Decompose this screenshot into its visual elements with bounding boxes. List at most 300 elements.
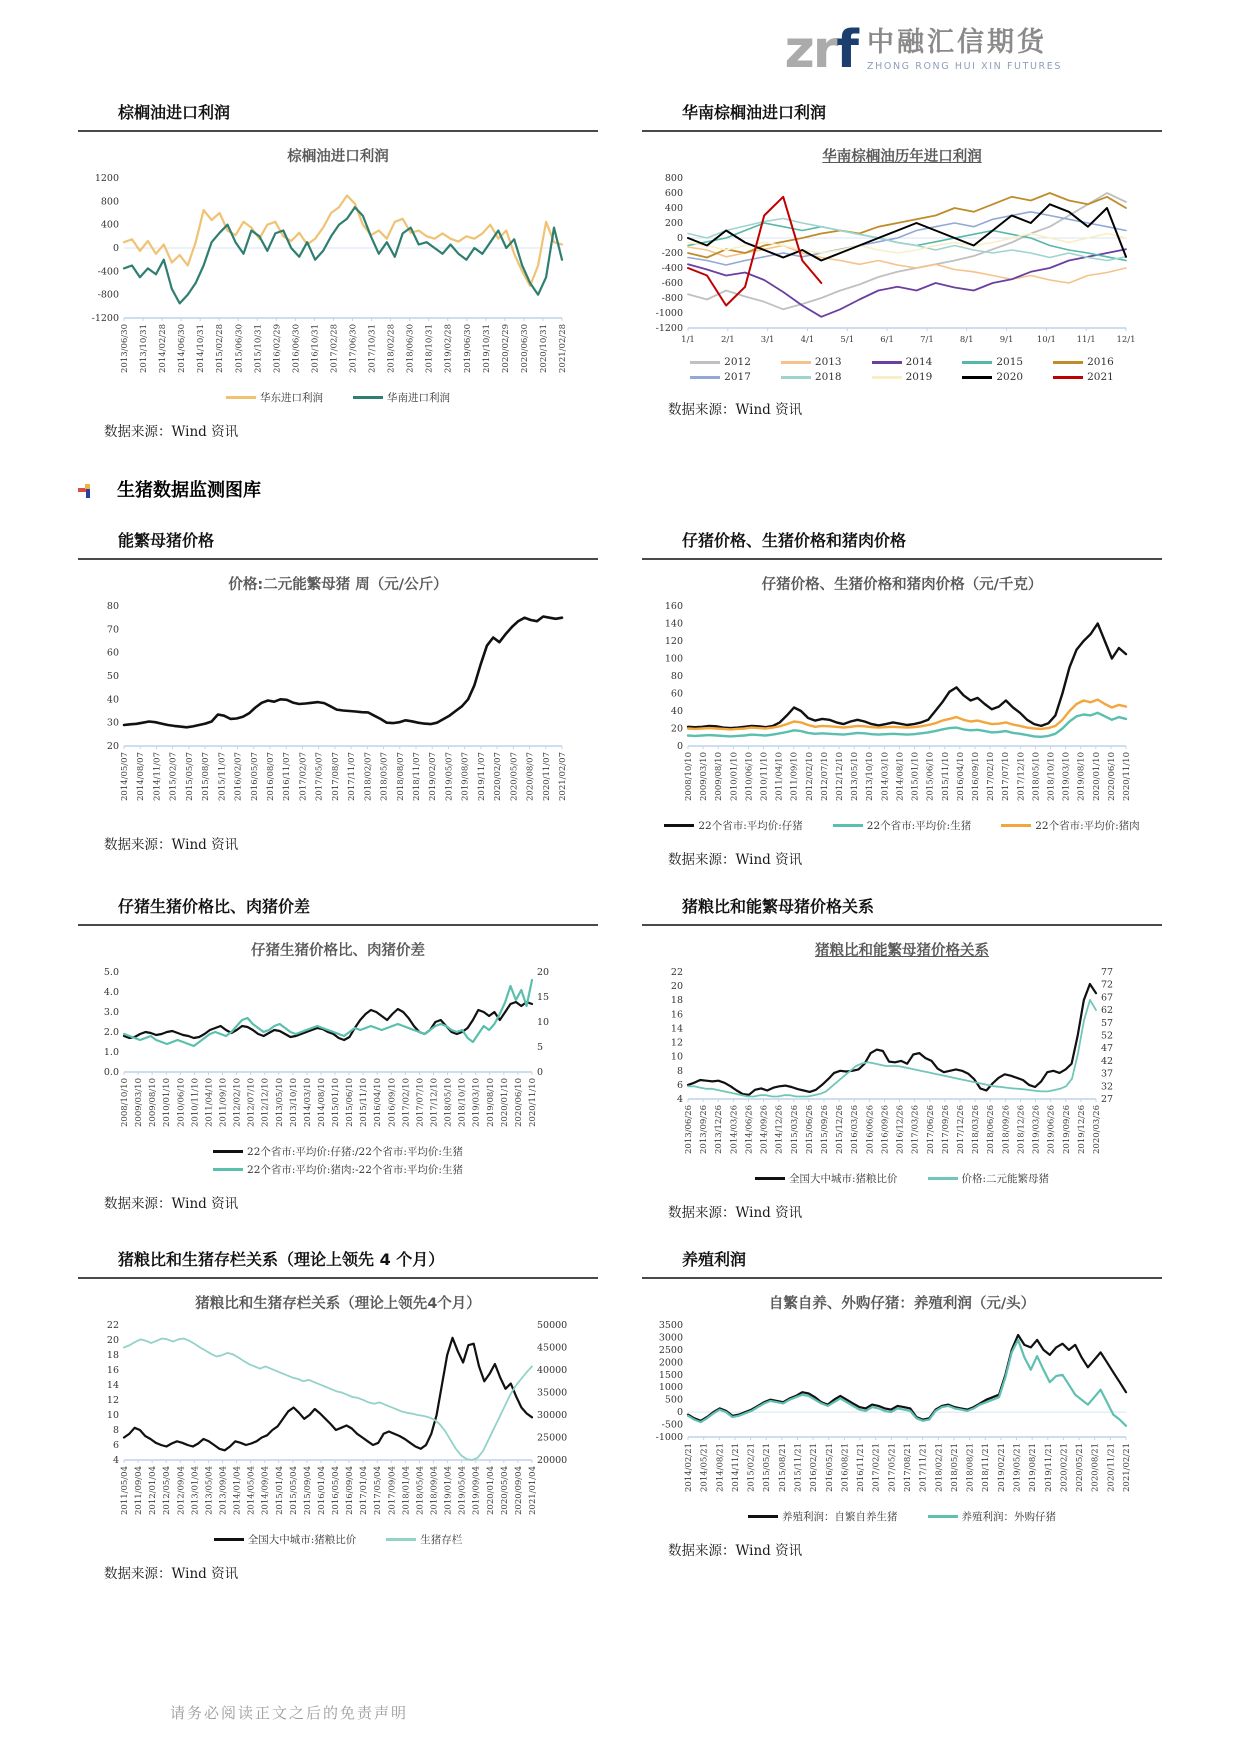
line-chart	[78, 596, 598, 816]
legend-label: 2017	[724, 371, 751, 383]
svg-text:0: 0	[537, 1067, 544, 1078]
svg-text:2018/05/04: 2018/05/04	[415, 1466, 426, 1515]
svg-text:2/1: 2/1	[720, 335, 735, 345]
line-chart-svg	[78, 962, 578, 1138]
svg-text:2017/05/07: 2017/05/07	[314, 752, 325, 801]
svg-text:2014/01/04: 2014/01/04	[232, 1466, 243, 1515]
svg-text:2014/11/07: 2014/11/07	[152, 752, 163, 801]
legend-label: 全国大中城市:猪粮比价	[788, 1173, 898, 1185]
svg-text:2015/06/30: 2015/06/30	[234, 324, 245, 373]
svg-text:2017/09/26: 2017/09/26	[940, 1105, 951, 1154]
legend-label: 2015	[996, 356, 1024, 368]
svg-text:2015/05/07: 2015/05/07	[184, 752, 195, 801]
company-name-en: ZHONG RONG HUI XIN FUTURES	[867, 61, 1062, 72]
svg-text:400: 400	[664, 203, 683, 214]
svg-text:1/1: 1/1	[681, 335, 695, 345]
svg-text:2018/11/07: 2018/11/07	[412, 752, 422, 801]
series-line	[124, 1339, 532, 1461]
legend-swatch	[748, 1515, 778, 1518]
logo-f-text: f	[836, 20, 858, 80]
svg-text:2016/10/31: 2016/10/31	[310, 324, 321, 373]
svg-text:2018/10/31: 2018/10/31	[424, 324, 435, 373]
svg-text:2500: 2500	[658, 1344, 683, 1356]
svg-text:2015/11/10: 2015/11/10	[940, 752, 951, 801]
chart-heading: 仔猪生猪价格比、肉猪价差	[78, 894, 598, 926]
svg-text:2016/09/10: 2016/09/10	[387, 1078, 398, 1127]
legend-swatch	[781, 376, 811, 379]
svg-text:2020/06/10: 2020/06/10	[513, 1078, 524, 1127]
legend-swatch	[962, 376, 992, 379]
legend-item	[690, 371, 751, 383]
svg-text:2014/05/07: 2014/05/07	[120, 752, 130, 801]
svg-text:2015/09/04: 2015/09/04	[302, 1466, 313, 1515]
svg-text:2018/02/28: 2018/02/28	[386, 324, 397, 373]
svg-text:1.0: 1.0	[103, 1047, 119, 1058]
svg-text:10/1: 10/1	[1036, 335, 1056, 345]
legend-label: 养殖利润：自繁自养生猪	[782, 1511, 898, 1523]
svg-text:2018/02/07: 2018/02/07	[363, 752, 374, 801]
svg-text:2019/09/04: 2019/09/04	[471, 1466, 482, 1515]
svg-text:0.0: 0.0	[103, 1067, 119, 1078]
svg-text:2020/11/10: 2020/11/10	[528, 1078, 538, 1127]
svg-text:2012/12/10: 2012/12/10	[835, 752, 845, 801]
data-source-label: 数据来源：Wind 资讯	[668, 1543, 803, 1559]
svg-text:2008/10/10: 2008/10/10	[684, 752, 694, 801]
svg-text:47: 47	[1101, 1043, 1114, 1055]
svg-text:2019/08/21: 2019/08/21	[1028, 1443, 1039, 1492]
svg-text:10: 10	[537, 1017, 550, 1028]
section-header-pig-gallery	[78, 476, 1162, 502]
svg-text:2016/09/10: 2016/09/10	[971, 752, 981, 801]
svg-text:2016/11/21: 2016/11/21	[856, 1443, 867, 1492]
chart-title: 棕榈油进口利润	[287, 149, 389, 165]
svg-text:70: 70	[106, 624, 119, 636]
legend-label: 22个省市:平均价:猪肉	[1035, 820, 1140, 832]
svg-text:2019/05/07: 2019/05/07	[444, 752, 455, 801]
svg-text:2011/05/04: 2011/05/04	[120, 1466, 130, 1515]
svg-text:2014/09/04: 2014/09/04	[260, 1466, 271, 1515]
series-line	[688, 624, 1126, 729]
svg-text:6: 6	[676, 1079, 683, 1091]
svg-text:2018/05/10: 2018/05/10	[443, 1078, 454, 1127]
svg-text:2015/01/10: 2015/01/10	[331, 1078, 341, 1127]
legend-row	[664, 818, 1139, 833]
svg-text:2014/03/26: 2014/03/26	[729, 1105, 740, 1154]
legend-item	[353, 390, 450, 405]
svg-text:2009/03/10: 2009/03/10	[134, 1078, 145, 1127]
svg-text:16: 16	[106, 1365, 119, 1376]
legend-row	[214, 1532, 463, 1547]
legend-item	[748, 1509, 898, 1524]
svg-text:37: 37	[1101, 1068, 1114, 1080]
legend-label: 全国大中城市:猪粮比价	[247, 1534, 357, 1546]
svg-text:2016/01/04: 2016/01/04	[317, 1466, 327, 1515]
svg-text:2016/11/07: 2016/11/07	[282, 752, 293, 801]
svg-text:6: 6	[112, 1440, 119, 1451]
svg-text:2020/03/26: 2020/03/26	[1092, 1105, 1102, 1154]
svg-text:2010/11/10: 2010/11/10	[190, 1078, 201, 1127]
line-chart	[78, 1315, 598, 1530]
svg-text:2017/11/21: 2017/11/21	[918, 1443, 929, 1492]
svg-text:40: 40	[670, 706, 683, 717]
svg-text:2020/05/07: 2020/05/07	[509, 752, 520, 801]
svg-text:20: 20	[670, 981, 683, 993]
svg-text:2015/11/21: 2015/11/21	[793, 1443, 804, 1492]
svg-text:2014/03/10: 2014/03/10	[302, 1078, 313, 1127]
svg-text:2019/01/04: 2019/01/04	[443, 1466, 454, 1515]
chart-row-1	[78, 100, 1162, 440]
svg-text:2012/07/10: 2012/07/10	[819, 752, 830, 801]
series-line	[124, 617, 562, 728]
legend-swatch	[872, 361, 902, 364]
svg-text:4: 4	[112, 1455, 119, 1466]
svg-text:2015/01/10: 2015/01/10	[910, 752, 921, 801]
svg-text:3500: 3500	[658, 1320, 683, 1331]
svg-text:20000: 20000	[537, 1455, 568, 1466]
svg-text:2015/02/21: 2015/02/21	[746, 1443, 757, 1492]
legend-label: 生猪存栏	[420, 1534, 463, 1546]
legend-item	[872, 356, 933, 368]
svg-text:2017/02/21: 2017/02/21	[871, 1443, 882, 1492]
svg-text:2019/12/26: 2019/12/26	[1076, 1105, 1087, 1154]
svg-text:2011/04/10: 2011/04/10	[774, 752, 785, 801]
svg-text:2015/05/21: 2015/05/21	[762, 1443, 773, 1492]
svg-text:9/1: 9/1	[999, 335, 1014, 345]
svg-text:0: 0	[676, 741, 683, 752]
chart-heading: 猪粮比和能繁母猪价格关系	[642, 894, 1162, 926]
svg-text:2016/05/07: 2016/05/07	[249, 752, 260, 801]
svg-text:2015/11/10: 2015/11/10	[359, 1078, 370, 1127]
svg-text:2020/01/10: 2020/01/10	[1091, 752, 1102, 801]
svg-text:20: 20	[670, 723, 683, 735]
legend-swatch	[213, 1168, 243, 1171]
series-line	[124, 207, 562, 303]
svg-text:2018/02/21: 2018/02/21	[934, 1443, 945, 1492]
svg-text:40: 40	[106, 694, 119, 706]
svg-text:2010/06/10: 2010/06/10	[744, 752, 755, 801]
svg-text:2019/02/28: 2019/02/28	[443, 324, 454, 373]
legend-label: 2021	[1087, 371, 1114, 383]
legend-swatch	[1001, 824, 1031, 827]
svg-text:2013/01/04: 2013/01/04	[190, 1466, 201, 1515]
legend-swatch	[781, 361, 811, 364]
chart-section-piglet-hog-pork-price	[642, 528, 1162, 868]
chart-row-3	[78, 894, 1162, 1221]
line-chart	[642, 596, 1162, 816]
svg-text:2011/09/10: 2011/09/10	[789, 752, 800, 801]
svg-text:-500: -500	[661, 1419, 683, 1431]
svg-text:2020/05/21: 2020/05/21	[1075, 1443, 1086, 1492]
svg-text:2016/08/21: 2016/08/21	[840, 1443, 851, 1492]
svg-text:62: 62	[1101, 1005, 1114, 1017]
legend-item	[226, 390, 323, 405]
chart-legend	[642, 818, 1162, 833]
svg-text:2017/05/21: 2017/05/21	[887, 1443, 898, 1492]
svg-text:2017/11/07: 2017/11/07	[347, 752, 358, 801]
svg-text:2020/08/21: 2020/08/21	[1090, 1443, 1101, 1492]
line-chart-svg	[78, 168, 578, 384]
svg-text:2016/02/29: 2016/02/29	[272, 324, 283, 373]
legend-item	[928, 1509, 1057, 1524]
svg-text:18: 18	[106, 1350, 119, 1361]
series-line	[688, 1000, 1096, 1097]
line-chart	[642, 168, 1162, 354]
svg-text:2020/02/07: 2020/02/07	[493, 752, 504, 801]
company-name-block	[867, 26, 1062, 72]
data-source-label: 数据来源：Wind 资讯	[104, 1566, 239, 1582]
svg-text:800: 800	[664, 173, 683, 184]
svg-text:2010/01/10: 2010/01/10	[162, 1078, 173, 1127]
svg-text:2019/02/07: 2019/02/07	[428, 752, 439, 801]
svg-text:2018/05/10: 2018/05/10	[1031, 752, 1042, 801]
svg-text:2016/09/04: 2016/09/04	[345, 1466, 356, 1515]
svg-text:2019/11/07: 2019/11/07	[476, 752, 487, 801]
svg-text:2018/10/10: 2018/10/10	[457, 1078, 468, 1127]
svg-text:2018/05/21: 2018/05/21	[949, 1443, 960, 1492]
svg-text:2013/05/04: 2013/05/04	[204, 1466, 215, 1515]
svg-text:2014/11/21: 2014/11/21	[730, 1443, 741, 1492]
legend-item	[690, 356, 751, 368]
svg-text:-1200: -1200	[655, 323, 683, 334]
svg-text:20: 20	[106, 741, 119, 752]
svg-text:2017/02/10: 2017/02/10	[401, 1078, 412, 1127]
svg-text:2021/02/07: 2021/02/07	[558, 752, 568, 801]
svg-text:2020/06/10: 2020/06/10	[1106, 752, 1117, 801]
svg-text:0: 0	[112, 243, 119, 254]
svg-text:2018/08/07: 2018/08/07	[395, 752, 406, 801]
legend-item	[213, 1144, 463, 1159]
chart-legend	[642, 1509, 1162, 1524]
chart-heading: 仔猪价格、生猪价格和猪肉价格	[642, 528, 1162, 560]
svg-text:30000: 30000	[537, 1410, 568, 1421]
legend-row	[755, 1171, 1049, 1186]
svg-text:2017/12/10: 2017/12/10	[1016, 752, 1027, 801]
svg-text:2014/09/26: 2014/09/26	[759, 1105, 770, 1154]
chart-section-palm-import-profit	[78, 100, 598, 440]
chart-legend	[78, 1532, 598, 1547]
chart-legend	[78, 1144, 598, 1177]
svg-text:2017/02/10: 2017/02/10	[986, 752, 997, 801]
svg-text:140: 140	[664, 618, 683, 630]
legend-row	[226, 390, 450, 405]
svg-text:-400: -400	[661, 263, 683, 274]
svg-text:2019/06/26: 2019/06/26	[1046, 1105, 1057, 1154]
svg-text:2014/06/26: 2014/06/26	[744, 1105, 755, 1154]
svg-text:22: 22	[670, 967, 683, 978]
svg-text:-800: -800	[97, 289, 119, 301]
legend-item	[755, 1171, 898, 1186]
series-line	[124, 1002, 532, 1040]
svg-text:7/1: 7/1	[920, 335, 934, 345]
svg-text:2013/10/10: 2013/10/10	[865, 752, 876, 801]
line-chart-svg	[642, 1315, 1142, 1503]
chart-heading: 华南棕榈油进口利润	[642, 100, 1162, 132]
svg-text:600: 600	[664, 188, 683, 199]
legend-item	[781, 356, 842, 368]
svg-text:12: 12	[670, 1037, 683, 1049]
svg-text:16: 16	[670, 1009, 683, 1021]
legend-label: 2012	[724, 356, 751, 368]
chart-legend	[78, 390, 598, 405]
svg-text:2020/11/10: 2020/11/10	[1122, 752, 1132, 801]
svg-text:2013/06/30: 2013/06/30	[120, 324, 130, 373]
legend-item	[962, 356, 1023, 368]
svg-text:2012/02/10: 2012/02/10	[232, 1078, 243, 1127]
legend-item	[214, 1532, 357, 1547]
svg-text:2015/09/26: 2015/09/26	[820, 1105, 830, 1154]
chart-section-south-palm-import-profit	[642, 100, 1162, 440]
svg-text:2013/05/10: 2013/05/10	[850, 752, 861, 801]
legend-item	[1053, 371, 1114, 383]
svg-text:2016/08/07: 2016/08/07	[266, 752, 276, 801]
svg-text:2014/08/21: 2014/08/21	[715, 1443, 726, 1492]
svg-text:1000: 1000	[658, 1382, 683, 1394]
footer-disclaimer: 请务必阅读正文之后的免责声明	[170, 1704, 409, 1722]
legend-swatch	[962, 361, 992, 364]
legend-swatch	[833, 824, 863, 827]
data-source-label: 数据来源：Wind 资讯	[104, 837, 239, 853]
legend-label: 2020	[996, 371, 1024, 383]
svg-text:800: 800	[100, 196, 119, 208]
chart-heading: 能繁母猪价格	[78, 528, 598, 560]
svg-text:2.0: 2.0	[103, 1027, 119, 1038]
svg-text:80: 80	[670, 671, 683, 682]
legend-label: 2019	[905, 371, 933, 383]
svg-text:8: 8	[676, 1065, 683, 1077]
svg-text:2013/10/31: 2013/10/31	[139, 324, 149, 373]
svg-text:2012/07/10: 2012/07/10	[246, 1078, 257, 1127]
svg-text:50000: 50000	[537, 1320, 568, 1331]
svg-text:8: 8	[112, 1425, 119, 1436]
chart-title: 仔猪价格、生猪价格和猪肉价格（元/千克）	[761, 577, 1043, 593]
svg-text:2018/10/10: 2018/10/10	[1046, 752, 1057, 801]
svg-text:2020/09/04: 2020/09/04	[513, 1466, 524, 1515]
svg-text:2018/06/26: 2018/06/26	[986, 1105, 997, 1154]
svg-text:5/1: 5/1	[840, 335, 855, 345]
svg-text:2011/09/04: 2011/09/04	[134, 1466, 145, 1515]
svg-text:2000: 2000	[658, 1357, 683, 1369]
svg-text:10: 10	[670, 1051, 683, 1063]
svg-text:2015/06/26: 2015/06/26	[804, 1105, 815, 1154]
svg-text:11/1: 11/1	[1076, 335, 1096, 345]
svg-text:2019/08/10: 2019/08/10	[1076, 752, 1087, 801]
svg-text:20: 20	[537, 967, 550, 978]
svg-text:15: 15	[537, 992, 550, 1003]
svg-text:20: 20	[106, 1335, 119, 1346]
chart-row-4	[78, 1247, 1162, 1582]
logo-zr-text: zr	[784, 20, 837, 80]
legend-item	[664, 818, 802, 833]
svg-text:2017/12/10: 2017/12/10	[429, 1078, 440, 1127]
svg-text:-600: -600	[661, 278, 683, 289]
svg-text:2017/06/26: 2017/06/26	[925, 1105, 936, 1154]
series-line	[688, 1340, 1126, 1426]
svg-text:57: 57	[1101, 1017, 1114, 1029]
header	[0, 0, 1240, 80]
legend-swatch	[1053, 361, 1083, 364]
svg-text:67: 67	[1101, 992, 1114, 1004]
svg-text:120: 120	[664, 636, 683, 647]
svg-text:50: 50	[106, 671, 119, 682]
line-chart-svg	[78, 1315, 578, 1526]
svg-text:6/1: 6/1	[880, 335, 894, 345]
svg-text:2015/12/26: 2015/12/26	[835, 1105, 846, 1154]
svg-text:2016/04/10: 2016/04/10	[955, 752, 966, 801]
svg-text:2019/08/07: 2019/08/07	[460, 752, 471, 801]
legend-swatch	[226, 396, 256, 399]
svg-text:4: 4	[676, 1094, 683, 1105]
svg-text:2019/09/26: 2019/09/26	[1061, 1105, 1072, 1154]
legend-item	[928, 1171, 1050, 1186]
line-chart	[642, 1315, 1162, 1507]
svg-text:22: 22	[106, 1320, 119, 1331]
svg-text:2009/08/10: 2009/08/10	[714, 752, 725, 801]
svg-text:2014/12/26: 2014/12/26	[774, 1105, 785, 1154]
legend-item	[213, 1162, 463, 1177]
chart-section-hog-grain-sow-relation	[642, 894, 1162, 1221]
svg-text:2017/01/04: 2017/01/04	[359, 1466, 370, 1515]
svg-text:2016/05/21: 2016/05/21	[824, 1443, 835, 1492]
series-line	[688, 984, 1096, 1095]
svg-text:2017/07/10: 2017/07/10	[1001, 752, 1012, 801]
svg-text:2019/02/21: 2019/02/21	[996, 1443, 1007, 1492]
svg-text:2019/05/21: 2019/05/21	[1012, 1443, 1023, 1492]
svg-text:2010/11/10: 2010/11/10	[759, 752, 770, 801]
chart-section-sow-price	[78, 528, 598, 868]
svg-text:2015/10/31: 2015/10/31	[253, 324, 264, 373]
svg-text:80: 80	[106, 601, 119, 612]
data-source-label: 数据来源：Wind 资讯	[104, 424, 239, 440]
svg-text:2012/05/04: 2012/05/04	[162, 1466, 173, 1515]
svg-text:2020/01/04: 2020/01/04	[485, 1466, 496, 1515]
section-bullet-icon	[78, 481, 95, 498]
legend-label: 22个省市:平均价:猪肉:-22个省市:平均价:生猪	[247, 1164, 463, 1176]
legend-row	[690, 371, 1114, 383]
chart-title: 价格:二元能繁母猪 周（元/公斤）	[228, 577, 448, 593]
legend-swatch	[664, 824, 694, 827]
svg-text:2011/09/10: 2011/09/10	[218, 1078, 229, 1127]
data-source-label: 数据来源：Wind 资讯	[668, 1205, 803, 1221]
svg-text:2017/05/04: 2017/05/04	[373, 1466, 384, 1515]
line-chart-svg	[642, 168, 1142, 350]
svg-text:2018/06/30: 2018/06/30	[405, 324, 416, 373]
svg-text:12/1: 12/1	[1116, 335, 1136, 345]
data-source-label: 数据来源：Wind 资讯	[668, 402, 803, 418]
svg-text:2015/08/21: 2015/08/21	[777, 1443, 788, 1492]
legend-label: 价格:二元能繁母猪	[961, 1173, 1050, 1185]
svg-text:200: 200	[664, 218, 683, 229]
line-chart-svg	[642, 962, 1142, 1165]
svg-text:2015/08/07: 2015/08/07	[201, 752, 212, 801]
svg-text:100: 100	[664, 653, 683, 665]
svg-text:2016/02/21: 2016/02/21	[809, 1443, 820, 1492]
svg-text:10: 10	[106, 1410, 119, 1421]
chart-title: 华南棕榈油历年进口利润	[822, 149, 982, 165]
legend-label: 2013	[814, 356, 842, 368]
svg-text:2014/02/28: 2014/02/28	[158, 324, 169, 373]
svg-text:3000: 3000	[658, 1332, 683, 1344]
svg-text:2015/03/26: 2015/03/26	[789, 1105, 800, 1154]
svg-text:2010/06/10: 2010/06/10	[176, 1078, 187, 1127]
svg-text:1500: 1500	[658, 1369, 683, 1381]
svg-text:2020/08/07: 2020/08/07	[525, 752, 536, 801]
svg-text:18: 18	[670, 995, 683, 1007]
svg-text:2019/11/21: 2019/11/21	[1043, 1443, 1054, 1492]
chart-heading: 猪粮比和生猪存栏关系（理论上领先 4 个月）	[78, 1247, 598, 1279]
svg-text:2017/07/10: 2017/07/10	[415, 1078, 426, 1127]
svg-text:2019/03/26: 2019/03/26	[1031, 1105, 1042, 1154]
svg-text:8/1: 8/1	[959, 335, 974, 345]
